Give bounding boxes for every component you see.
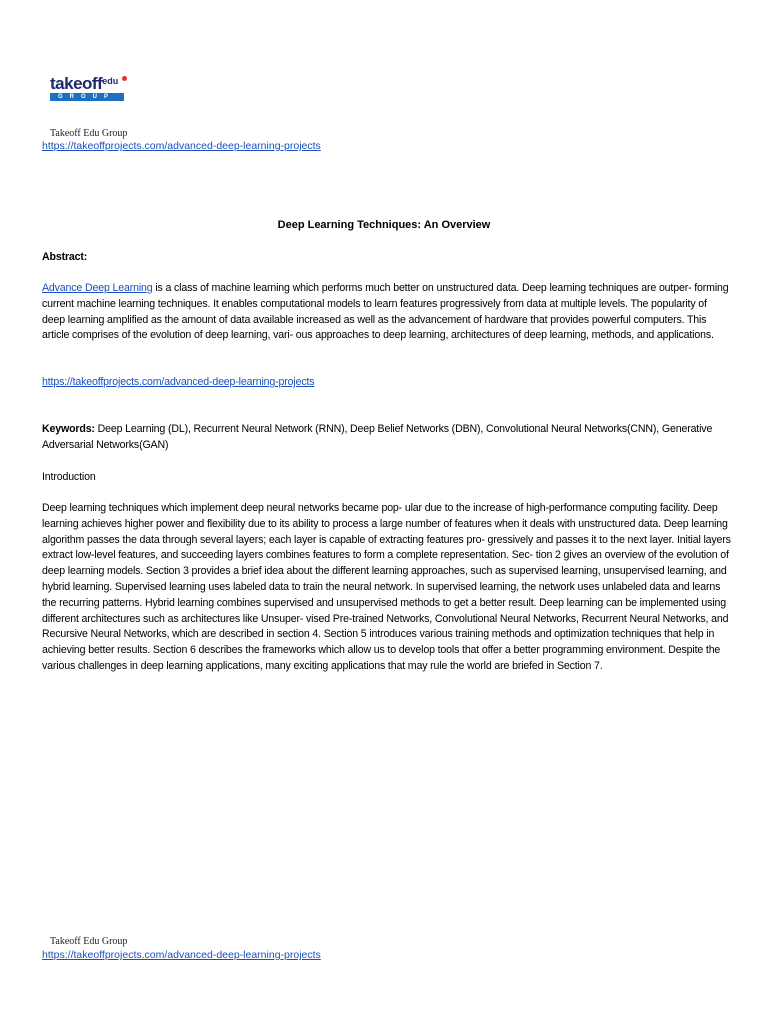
keywords-label: Keywords: <box>42 423 95 435</box>
abstract-text: is a class of machine learning which performs much better on unstructured data. Deep learning techniques are outper- forming current machine learning techniques. It enables computational models to learn features progressively from data at multiple levels. The popularity of deep learning amplified as the amount of data available increased as well as the advancement of hardware that provides powerful computers. This article comprises of the evolution of deep learning, vari- ous approaches to deep learning, architectures of deep learning, methods, and applications. <box>42 282 729 342</box>
footer-org-name: Takeoff Edu Group <box>50 936 128 947</box>
keywords-paragraph <box>42 422 732 454</box>
projects-link[interactable]: https://takeoffprojects.com/advanced-deep-learning-projects <box>42 376 315 388</box>
body-link-line <box>42 375 732 391</box>
abstract-heading: Abstract: <box>42 251 88 263</box>
introduction-text: Deep learning techniques which implement deep neural networks became pop- ular due to the increase of high-performance computing facility. Deep learning achieves higher power and flexibility due to its ability to process a large number of features when it deals with unstructured data. Deep learning algorithm passes the data through several layers; each layer is capable of extracting features pro- gressively and passes it to the next layer. Initial layers extract low-level features, and succeeding layers combines features to form a complete representation. Sec- tion 2 gives an overview of the evolution of deep learning models. Section 3 provides a brief idea about the different learning approaches, such as supervised learning, unsupervised learning, and hybrid learning. Supervised learning uses labeled data to train the neural network. In supervised learning, the network uses unlabeled data and learns the recurring patterns. Hybrid learning combines supervised and unsupervised methods to get a better result. Deep learning can be implemented using different architectures such as architectures like Unsuper- vised Pre-trained Networks, Convolutional Neural Networks, Recurrent Neural Networks, and Recursive Neural Networks, which are described in section 4. Section 5 introduces various training methods and optimization techniques that help in achieving better results. Section 6 describes the frameworks which allow us to develop tools that offer a better programming environment. Despite the various challenges in deep learning applications, many exciting applications that may rule the world are briefed in Section 7. <box>42 502 731 672</box>
logo-group-bar: GROUP <box>50 93 124 101</box>
introduction-heading: Introduction <box>42 471 96 483</box>
header-org-name: Takeoff Edu Group <box>50 128 128 139</box>
logo-wordmark: takeoff$^{edu}$ <box>50 74 119 93</box>
footer-url-link[interactable]: https://takeoffprojects.com/advanced-deep-learning-projects <box>42 949 321 961</box>
header-url-link[interactable]: https://takeoffprojects.com/advanced-deep-learning-projects <box>42 140 321 152</box>
introduction-paragraph <box>42 501 732 675</box>
logo-registered-mark <box>122 76 127 81</box>
advance-deep-learning-link[interactable]: Advance Deep Learning <box>42 282 153 294</box>
keywords-text: Deep Learning (DL), Recurrent Neural Network (RNN), Deep Belief Networks (DBN), Convolutional Neural Networks(CNN), Generative Adversarial Networks(GAN) <box>42 423 713 451</box>
abstract-paragraph <box>42 281 732 344</box>
takeoff-edu-logo <box>50 76 128 102</box>
document-title: Deep Learning Techniques: An Overview <box>277 219 491 231</box>
